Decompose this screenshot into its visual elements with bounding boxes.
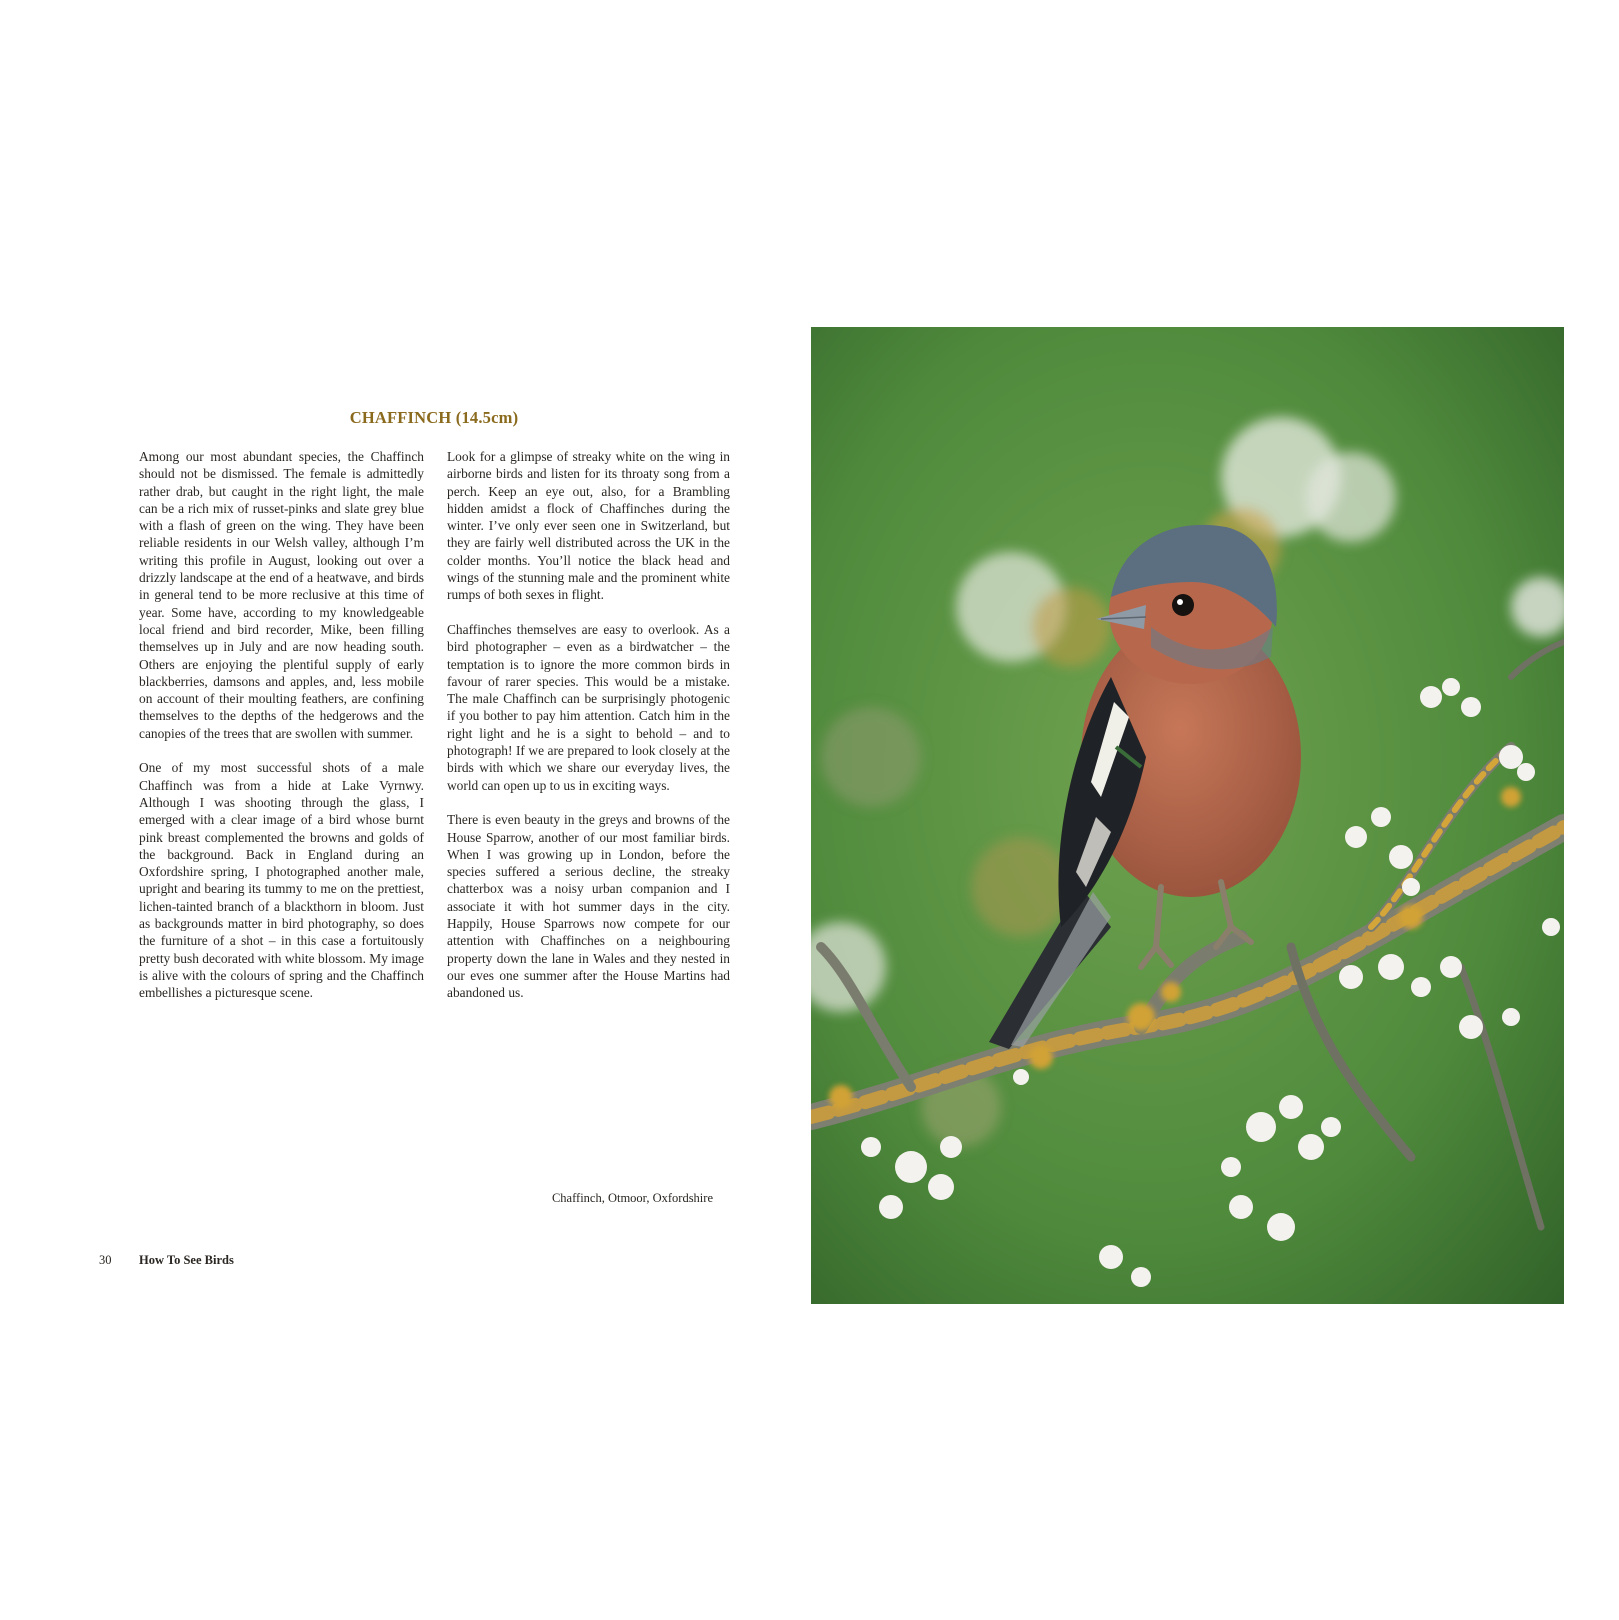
page-number: 30 [99,1253,112,1267]
running-footer-title: How To See Birds [139,1253,234,1267]
chaffinch-photo [811,327,1564,1304]
paragraph: There is even beauty in the greys and browns of the House Sparrow, another of our most familiar birds. When I was growing up in London, before the species suffered a serious decline, the streaky chatterbox was a noisy urban companion and I associate it with hot summer days in the city. Happily, House Sparrows now compete for our attention with Chaffinches on a neighbouring property down the lane in Wales and they nested in our eves one summer after the House Martins had abandoned us. [447,812,730,1001]
text-column-right [447,448,730,1019]
photo-caption: Chaffinch, Otmoor, Oxfordshire [551,1191,713,1205]
paragraph: One of my most successful shots of a male Chaffinch was from a hide at Lake Vyrnwy. Although I was shooting through the glass, I emerged with a clear image of a bird whose burnt pink breast complemented the browns and golds of the background. Back in England during an Oxfordshire spring, I photographed another male, upright and bearing its tummy to me on the prettiest, lichen-tainted branch of a blackthorn in bloom. Just as backgrounds matter in bird photography, so does the furniture of a shot – in this case a fortuitously pretty bush decorated with white blossom. My image is alive with the colours of spring and the Chaffinch embellishes a picturesque scene. [139,760,424,1001]
text-column-left [139,448,424,1019]
article-title-size: (14.5cm) [455,408,519,427]
paragraph: Among our most abundant species, the Chaffinch should not be dismissed. The female is admittedly rather drab, but caught in the right light, the male can be a rich mix of russet-pinks and slate grey blue with a flash of green on the wing. They have been reliable residents in our Welsh valley, although I’m writing this profile in August, looking out over a drizzly landscape at the end of a heatwave, and birds in general tend to be more reclusive at this time of year. Some have, according to my knowledgeable local friend and bird recorder, Mike, been filling themselves up in July and are now heading south. Others are enjoying the plentiful supply of early blackberries, damsons and apples, and, less mobile on account of their moulting feathers, are confining themselves to the depths of the hedgerows and the canopies of the trees that are swollen with summer. [139,449,424,741]
article-title-name: CHAFFINCH [349,408,452,427]
paragraph: Look for a glimpse of streaky white on the wing in airborne birds and listen for its throaty song from a perch. Keep an eye out, also, for a Brambling hidden amidst a flock of Chaffinches during the winter. I’ve only ever seen one in Switzerland, but they are fairly well distributed across the UK in the colder months. You’ll notice the black head and wings of the stunning male and the prominent white rumps of both sexes in flight. [447,449,730,603]
paragraph: Chaffinches themselves are easy to overlook. As a bird photographer – even as a birdwatcher – the temptation is to ignore the more common birds in favour of rarer species. This would be a mistake. The male Chaffinch can be surprisingly photogenic if you bother to pay him attention. Catch him in the right light and he is a sight to behold – and to photograph! If we are prepared to look closely at the birds with which we share our everyday lives, the world can open up to us in exciting ways. [447,621,730,793]
article-title [139,408,729,428]
